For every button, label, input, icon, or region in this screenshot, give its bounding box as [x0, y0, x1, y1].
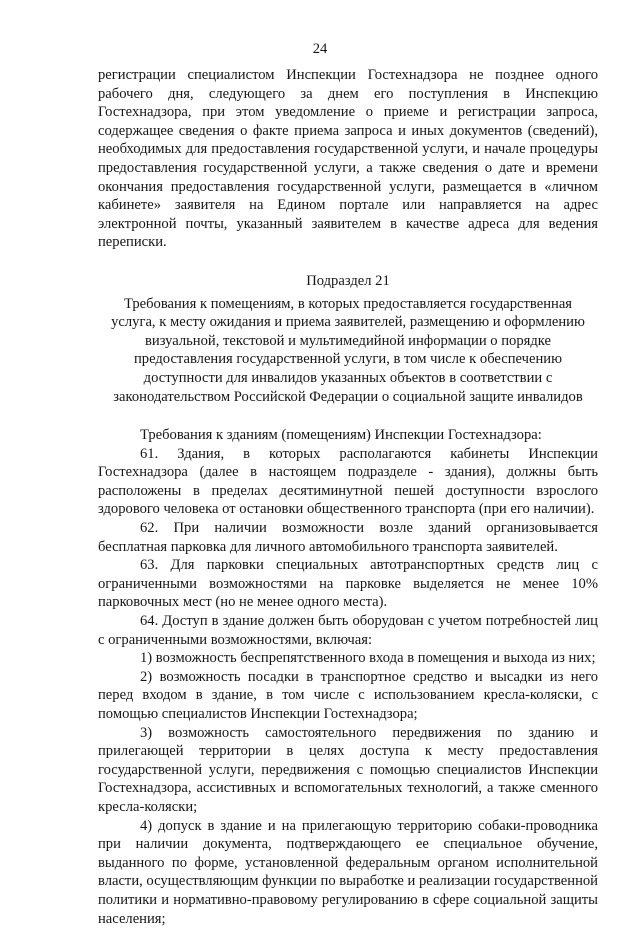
paragraph-64: 64. Доступ в здание должен быть оборудован с учетом потребностей лиц с ограниченными возможностями, включая:: [98, 613, 598, 648]
document-body: [98, 66, 598, 928]
subsection-title: Подраздел 21: [306, 272, 390, 289]
paragraph-61: 61. Здания, в которых располагаются кабинеты Инспекции Гостехнадзора (далее в настоящем подразделе - здания), должны быть расположены в пределах десятиминутной пешей доступности взрослого здорового человека от остановки общественного транспорта (при его наличии).: [98, 445, 598, 518]
paragraph-requirements-intro: Требования к зданиям (помещениям) Инспекции Гостехнадзора:: [140, 427, 542, 444]
list-item-2: 2) возможность посадки в транспортное средство и высадки из него перед входом в здание, в том числе с использованием кресла-коляски, с помощью специалистов Инспекции Гостехнадзора;: [98, 668, 598, 722]
paragraph-62: 62. При наличии возможности возле зданий организовывается бесплатная парковка для личного автомобильного транспорта заявителей.: [98, 520, 598, 555]
subsection-heading: Требования к помещениям, в которых предоставляется государственная услуга, к месту ожидания и приема заявителей, размещению и оформлению визуальной, текстовой и мультимедийной информации о порядке предоставления государственной услуги, в том числе к обеспечению доступности для инвалидов указанных объектов в соответствии с законодательством Российской Федерации о социальной защите инвалидов: [111, 295, 585, 405]
intro-paragraph: регистрации специалистом Инспекции Гостехнадзора не позднее одного рабочего дня, следующего за днем его поступления в Инспекцию Гостехнадзора, при этом уведомление о приеме и регистрации запроса, содержащее сведения о факте приема запроса и иных документов (сведений), необходимых для предоставления государственной услуги, и начале процедуры предоставления государственной услуги, а также сведения о дате и времени окончания предоставления государственной услуги, размещается в «личном кабинете» заявителя на Едином портале или направляется на адрес электронной почты, указанный заявителем в качестве адреса для ведения переписки.: [98, 67, 598, 251]
paragraph-63: 63. Для парковки специальных автотранспортных средств лиц с ограниченными возможностями на парковке выделяется не менее 10% парковочных мест (но не менее одного места).: [98, 557, 598, 611]
page-number: 24: [312, 41, 328, 57]
list-item-4: 4) допуск в здание и на прилегающую территорию собаки-проводника при наличии документа, подтверждающего ее специальное обучение, выданного по форме, установленной федеральным органом исполнительной власти, осуществляющим функции по выработке и реализации государственной политики и нормативно-правовому регулированию в сфере социальной защиты населения;: [98, 817, 598, 927]
list-item-1: 1) возможность беспрепятственного входа в помещения и выхода из них;: [140, 650, 596, 667]
list-item-3: 3) возможность самостоятельного передвижения по зданию и прилегающей территории в целях доступа к месту предоставления государственной услуги, передвижения с помощью специалистов Инспекции Гостехнадзора, ассистивных и вспомогательных технологий, а также сменного кресла-коляски;: [98, 724, 598, 815]
